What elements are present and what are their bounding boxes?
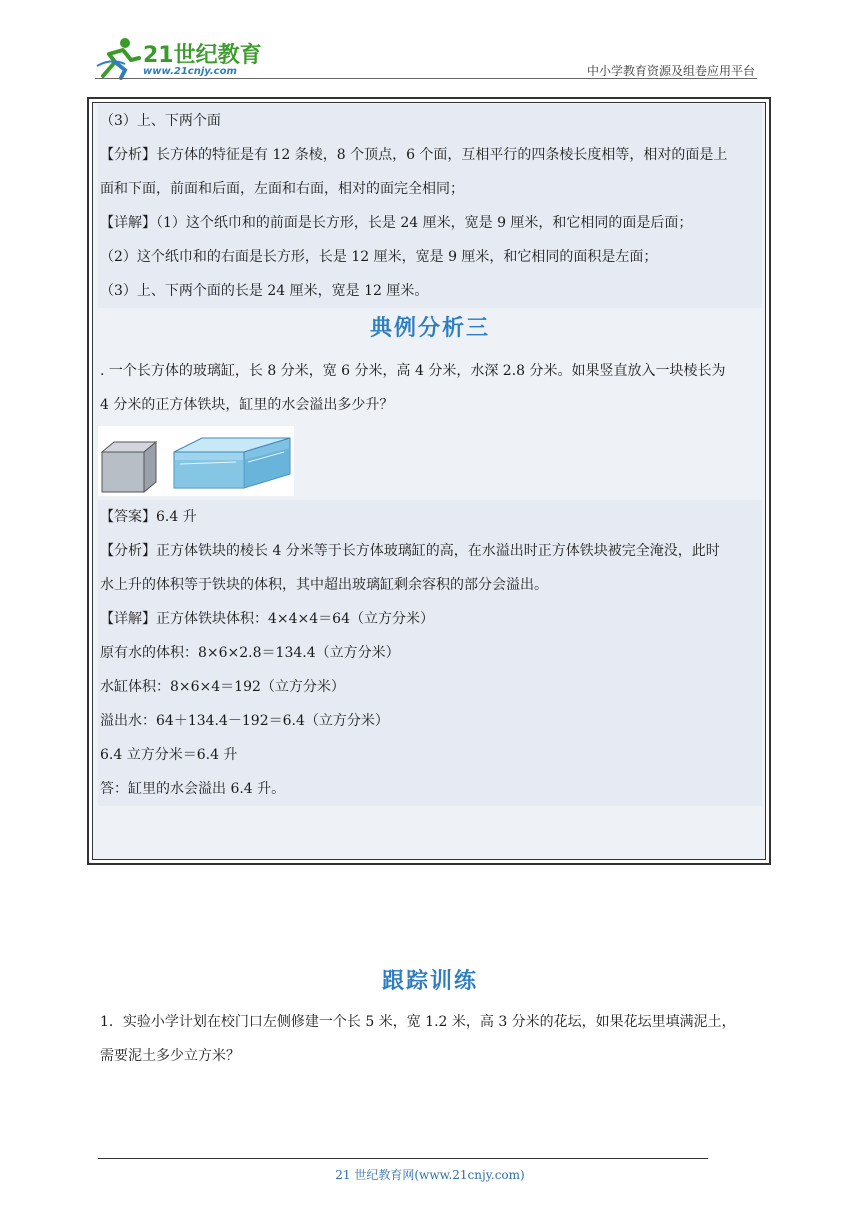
glass-tank-icon (174, 438, 290, 488)
practice-line: 需要泥土多少立方米？ (100, 1048, 240, 1064)
analysis-line: 【分析】正方体铁块的棱长 4 分米等于长方体玻璃缸的高，在水溢出时正方体铁块被完全淹没，此时 (98, 534, 762, 568)
question-line: . 一个长方体的玻璃缸，长 8 分米，宽 6 分米，高 4 分米，水深 2.8 分米。如果竖直放入一块棱长为 (100, 363, 726, 379)
example-box-content (98, 104, 762, 806)
cube-and-tank-figure (98, 426, 294, 496)
detail-line: （2）这个纸巾和的右面是长方形，长是 12 厘米，宽是 9 厘米，和它相同的面积是左面； (98, 240, 762, 274)
practice-line: 1．实验小学计划在校门口左侧修建一个长 5 米，宽 1.2 米，高 3 分米的花坛，如果花坛里填满泥土， (100, 1014, 736, 1030)
solution-line: （3）上、下两个面 (98, 104, 762, 138)
detail-line: （3）上、下两个面的长是 24 厘米，宽是 12 厘米。 (98, 274, 762, 308)
iron-cube-icon (102, 442, 156, 492)
example-title: 典例分析三 (369, 315, 490, 341)
header-divider (95, 78, 757, 79)
detail-line: 【详解】正方体铁块体积：4×4×4＝64（立方分米） (98, 602, 762, 636)
logo-url: www.21cnjy.com (143, 66, 237, 77)
analysis-line: 面和下面，前面和后面，左面和右面，相对的面完全相同； (98, 172, 762, 206)
figure-row (98, 422, 762, 500)
site-logo[interactable] (95, 36, 265, 80)
logo-title: 21世纪教育 (143, 43, 262, 68)
analysis-line: 【分析】长方体的特征是有 12 条棱，8 个顶点，6 个面，互相平行的四条棱长度相等，相对的面是上 (98, 138, 762, 172)
footer-link[interactable]: 21 世纪教育网(www.21cnjy.com) (335, 1168, 525, 1182)
conclusion-line: 答：缸里的水会溢出 6.4 升。 (98, 772, 762, 806)
runner-logo-icon (95, 36, 143, 80)
answer-line: 【答案】6.4 升 (98, 500, 762, 534)
footer-divider (98, 1158, 708, 1159)
detail-line: 原有水的体积：8×6×2.8＝134.4（立方分米） (98, 636, 762, 670)
practice-question (98, 1005, 768, 1073)
question-line: 4 分米的正方体铁块，缸里的水会溢出多少升？ (100, 397, 394, 413)
analysis-line: 水上升的体积等于铁块的体积，其中超出玻璃缸剩余容积的部分会溢出。 (98, 568, 762, 602)
detail-line: 水缸体积：8×6×4＝192（立方分米） (98, 670, 762, 704)
detail-line: 【详解】（1）这个纸巾和的前面是长方形，长是 24 厘米，宽是 9 厘米，和它相同的面是后面； (98, 206, 762, 240)
platform-tagline: 中小学教育资源及组卷应用平台 (586, 64, 755, 78)
practice-title: 跟踪训练 (381, 968, 478, 994)
page-header (95, 30, 757, 80)
detail-line: 6.4 立方分米＝6.4 升 (98, 738, 762, 772)
detail-line: 溢出水：64＋134.4－192＝6.4（立方分米） (98, 704, 762, 738)
